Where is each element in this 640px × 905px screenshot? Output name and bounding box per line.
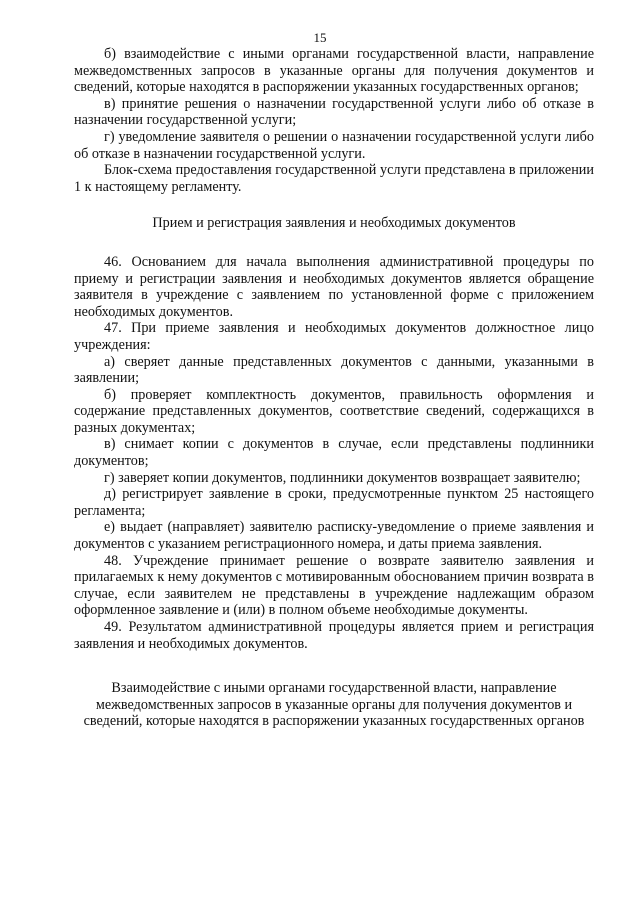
page-number: 15 (313, 30, 327, 45)
paragraph: г) заверяет копии документов, подлинники документов возвращает заявителю; (104, 469, 581, 486)
section-heading: Взаимодействие с иными органами государственной власти, направление межведомственных запросов в указанные органы для получения документов и сведений, которые находятся в распоряжении указанных государственных органов (83, 680, 585, 730)
paragraph: б) проверяет комплектность документов, правильность оформления и содержание представленных документов, соответствие сведений, содержащихся в разных документах; (74, 386, 594, 436)
paragraph: е) выдает (направляет) заявителю расписку-уведомление о приеме заявления и документов с указанием регистрационного номера, и даты приема заявления. (74, 519, 594, 553)
paragraph: 47. При приеме заявления и необходимых документов должностное лицо учреждения: (74, 320, 594, 353)
paragraph: 48. Учреждение принимает решение о возврате заявителю заявления и прилагаемых к нему документов с мотивированным обоснованием причин возврата в случае, если заявителем не представлены в учреждение надлежащим образом оформленное заявление и (или) в полном объеме необходимые документы. (74, 552, 594, 619)
document-body (74, 46, 594, 730)
paragraph: д) регистрирует заявление в сроки, предусмотренные пунктом 25 настоящего регламента; (74, 486, 594, 519)
paragraph: 46. Основанием для начала выполнения административной процедуры по приему и регистрации заявления и необходимых документов является обращение заявителя в учреждение с заявлением по установленной форме с приложением необходимых документов. (74, 253, 594, 320)
paragraph: б) взаимодействие с иными органами государственной власти, направление межведомственных запросов в указанные органы для получения документов и сведений, которые находятся в распоряжении указанных государственных органов; (74, 46, 594, 96)
paragraph: г) уведомление заявителя о решении о назначении государственной услуги либо об отказе в назначении государственной услуги. (74, 128, 594, 162)
paragraph: в) принятие решения о назначении государственной услуги либо об отказе в назначении государственной услуги; (74, 95, 594, 129)
section-body (74, 254, 594, 652)
paragraph: 49. Результатом административной процедуры является прием и регистрация заявления и необходимых документов. (74, 619, 594, 652)
section-heading: Прием и регистрация заявления и необходимых документов (152, 215, 516, 232)
paragraph: а) сверяет данные представленных документов с данными, указанными в заявлении; (74, 353, 594, 387)
paragraph: в) снимает копии с документов в случае, если представлены подлинники документов; (74, 436, 594, 470)
paragraph: Блок-схема предоставления государственной услуги представлена в приложении 1 к настоящему регламенту. (74, 162, 594, 195)
